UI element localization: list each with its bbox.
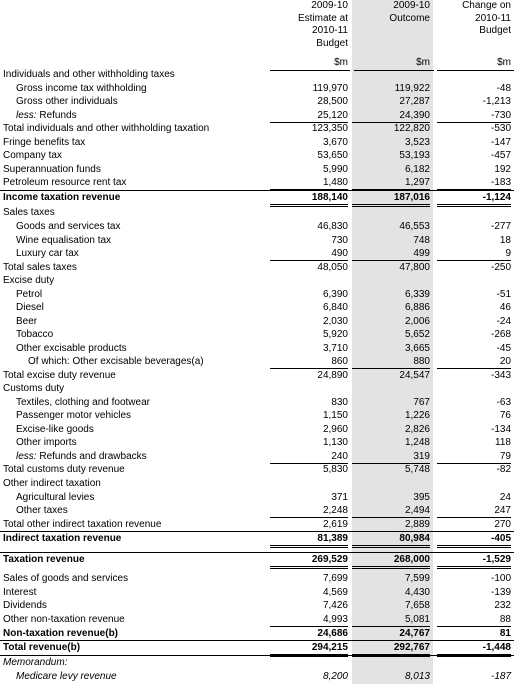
value-outcome: 6,339	[404, 288, 430, 300]
table-row	[0, 599, 514, 612]
value-change: 18	[499, 234, 511, 246]
header-outcome-line1: 2009-10	[393, 0, 430, 11]
row-label: Other non-taxation revenue	[3, 613, 125, 625]
value-outcome: 5,652	[404, 329, 430, 340]
value-estimate: 2,960	[322, 423, 348, 435]
value-estimate: 294,215	[270, 641, 348, 657]
row-label: Non-taxation revenue(b)	[3, 628, 119, 639]
value-estimate: 1,130	[322, 437, 348, 448]
table-row	[0, 369, 514, 382]
table-row	[0, 436, 514, 449]
value-estimate: 24,686	[270, 627, 348, 641]
row-label: Other excisable products	[16, 342, 127, 354]
row-label: Other imports	[16, 437, 77, 448]
value-outcome: 3,665	[404, 342, 430, 354]
row-label-text: Refunds and drawbacks	[36, 450, 147, 462]
value-estimate: 6,840	[322, 302, 348, 313]
row-label: Tobacco	[16, 329, 54, 340]
value-change: -405	[437, 532, 511, 548]
table-row	[0, 613, 514, 626]
table-row	[0, 477, 514, 490]
row-label: Sales of goods and services	[3, 573, 129, 584]
value-change: -51	[496, 288, 511, 300]
total-rule	[0, 552, 514, 553]
value-change: 79	[437, 450, 511, 464]
value-change: -147	[490, 136, 511, 148]
total-rule	[0, 190, 514, 191]
table-row	[0, 572, 514, 585]
row-label: Agricultural levies	[16, 491, 95, 503]
value-outcome: 7,658	[404, 600, 430, 611]
row-label: Diesel	[16, 302, 44, 313]
row-label: Fringe benefits tax	[3, 136, 86, 148]
row-label: Memorandum:	[3, 657, 68, 668]
table-row	[0, 450, 514, 463]
value-change: -82	[496, 464, 511, 475]
value-outcome: 2,006	[404, 315, 430, 327]
table-row	[0, 261, 514, 274]
row-label: Medicare levy revenue	[16, 671, 117, 682]
value-change: 76	[499, 410, 511, 421]
row-label: Passenger motor vehicles	[16, 410, 132, 421]
value-estimate: 860	[270, 355, 348, 369]
value-outcome: 187,016	[352, 191, 430, 207]
value-change: 81	[437, 627, 511, 641]
table-row	[0, 656, 514, 669]
value-estimate: 2,248	[270, 504, 348, 518]
table-row	[0, 136, 514, 149]
value-change: -1,448	[437, 641, 511, 657]
table-row	[0, 95, 514, 108]
row-label: Goods and services tax	[16, 221, 121, 232]
row-label-text: Refunds	[36, 109, 77, 121]
value-change: -63	[496, 396, 511, 408]
value-estimate: 5,830	[322, 464, 348, 475]
value-estimate: 28,500	[317, 96, 348, 107]
table-row	[0, 355, 514, 368]
value-estimate: 3,670	[322, 136, 348, 148]
row-label: Total other indirect taxation revenue	[3, 518, 162, 530]
table-row	[0, 670, 514, 683]
row-label: Of which: Other excisable beverages(a)	[28, 356, 204, 367]
value-outcome: 395	[413, 491, 430, 503]
value-change: 270	[494, 518, 511, 530]
value-outcome: 1,297	[352, 176, 430, 190]
value-estimate: 830	[331, 396, 348, 408]
row-label-prefix: less:	[16, 109, 37, 121]
row-label: Sales taxes	[3, 207, 55, 218]
value-estimate: 81,389	[270, 532, 348, 548]
table-row	[0, 504, 514, 517]
row-label: Total individuals and other withholding taxation	[3, 123, 210, 134]
value-estimate: 7,426	[322, 600, 348, 611]
value-change: -134	[490, 423, 511, 435]
table-row	[0, 641, 514, 654]
value-change: 20	[437, 355, 511, 369]
value-estimate: 269,529	[270, 553, 348, 569]
table-row	[0, 288, 514, 301]
value-outcome: 7,599	[404, 573, 430, 584]
value-outcome: 24,767	[352, 627, 430, 641]
table-row	[0, 149, 514, 162]
row-label: Textiles, clothing and footwear	[16, 396, 150, 408]
row-label: Other indirect taxation	[3, 478, 101, 489]
value-estimate: 3,710	[322, 342, 348, 354]
value-outcome: 24,390	[352, 109, 430, 123]
row-label: Dividends	[3, 600, 47, 611]
row-label: Income taxation revenue	[3, 192, 121, 203]
value-estimate: 25,120	[270, 109, 348, 123]
total-rule	[0, 531, 514, 532]
value-change: -730	[437, 109, 511, 123]
value-estimate: 24,890	[317, 369, 348, 381]
unit-change: $m	[497, 57, 511, 68]
table-row	[0, 491, 514, 504]
value-estimate: 2,030	[322, 315, 348, 327]
header-change-line1: Change on	[462, 0, 511, 11]
value-estimate: 8,200	[322, 671, 348, 682]
value-estimate: 4,569	[322, 586, 348, 598]
value-estimate: 5,920	[322, 329, 348, 340]
value-outcome: 292,767	[352, 641, 430, 657]
value-change: -100	[490, 573, 511, 584]
value-estimate: 6,390	[322, 288, 348, 300]
table-row	[0, 315, 514, 328]
value-change: -343	[490, 369, 511, 381]
value-estimate: 240	[270, 450, 348, 464]
unit-estimate: $m	[334, 57, 348, 68]
value-outcome: 24,547	[399, 369, 430, 381]
row-label: Superannuation funds	[3, 163, 101, 175]
row-label: Indirect taxation revenue	[3, 533, 122, 544]
value-change: -277	[490, 221, 511, 232]
value-change: 192	[494, 163, 511, 175]
value-outcome: 3,523	[404, 136, 430, 148]
memorandum-rule	[0, 655, 514, 656]
row-label: Excise-like goods	[16, 423, 94, 435]
value-outcome: 4,430	[404, 586, 430, 598]
header-estimate-line4: Budget	[316, 37, 348, 49]
row-label-prefix: less:	[16, 450, 37, 462]
row-label: Luxury car tax	[16, 248, 79, 259]
row-label: Company tax	[3, 150, 62, 161]
header-estimate-line1: 2009-10	[311, 0, 348, 11]
value-outcome: 880	[352, 355, 430, 369]
table-row	[0, 382, 514, 395]
row-label: Customs duty	[3, 383, 65, 394]
table-row	[0, 274, 514, 287]
total-rule	[0, 640, 514, 641]
table-row	[0, 163, 514, 176]
table-row	[0, 328, 514, 341]
value-change: 118	[495, 437, 511, 448]
row-label: Petrol	[16, 288, 43, 300]
value-change: -250	[490, 261, 511, 273]
value-change: -48	[496, 82, 511, 94]
table-row	[0, 627, 514, 640]
unit-outcome: $m	[416, 57, 430, 68]
value-change: 24	[499, 491, 511, 503]
table-row	[0, 206, 514, 219]
value-outcome: 122,820	[393, 123, 430, 134]
row-label: Total excise duty revenue	[3, 369, 116, 381]
row-label: Total sales taxes	[3, 261, 77, 273]
value-outcome: 8,013	[404, 671, 430, 682]
row-label: Excise duty	[3, 275, 55, 286]
value-outcome: 47,800	[399, 261, 430, 273]
table-row	[0, 176, 514, 189]
value-estimate: 188,140	[270, 191, 348, 207]
header-outcome-line2: Outcome	[389, 12, 430, 24]
header-change-line2: 2010-11	[475, 12, 511, 24]
value-change: 88	[437, 613, 511, 627]
value-estimate: 490	[270, 247, 348, 261]
value-change: 46	[499, 302, 511, 313]
value-outcome: 268,000	[352, 553, 430, 569]
value-estimate: 1,150	[322, 410, 348, 421]
value-estimate: 5,990	[322, 163, 348, 175]
value-change: -183	[437, 176, 511, 190]
row-label: Interest	[3, 586, 37, 598]
value-outcome: 119,922	[394, 82, 430, 94]
value-change: -24	[496, 315, 511, 327]
value-outcome: 5,081	[352, 613, 430, 627]
table-row	[0, 423, 514, 436]
value-change: -45	[496, 342, 511, 354]
header-change-line3: Budget	[479, 25, 511, 36]
table-row	[0, 342, 514, 355]
table-row	[0, 409, 514, 422]
table-row	[0, 532, 514, 545]
row-label: Total revenue(b)	[3, 642, 81, 653]
value-change: -187	[490, 671, 511, 682]
table-row	[0, 191, 514, 204]
value-outcome: 748	[413, 234, 430, 246]
value-change: 232	[494, 600, 511, 611]
value-outcome: 80,984	[352, 532, 430, 548]
value-outcome: 5,748	[404, 464, 430, 475]
value-change: -1,529	[437, 553, 511, 569]
table-row	[0, 301, 514, 314]
value-change: -1,124	[437, 191, 511, 207]
value-estimate: 46,830	[317, 221, 348, 232]
row-label: Petroleum resource rent tax	[3, 177, 127, 188]
value-outcome: 319	[352, 450, 430, 464]
value-outcome: 46,553	[399, 221, 430, 232]
table-row	[0, 518, 514, 531]
value-outcome: 2,826	[404, 423, 430, 435]
value-outcome: 2,889	[404, 518, 430, 530]
table-row	[0, 109, 514, 122]
value-outcome: 499	[352, 247, 430, 261]
table-row	[0, 553, 514, 566]
row-label: Gross income tax withholding	[16, 82, 147, 94]
table-row	[0, 234, 514, 247]
value-estimate: 371	[331, 491, 348, 503]
value-estimate: 730	[331, 234, 348, 246]
row-label: Taxation revenue	[3, 554, 85, 565]
value-change: -1,213	[482, 96, 511, 107]
value-change: -457	[490, 150, 511, 161]
value-change: 247	[437, 504, 511, 518]
value-estimate: 53,650	[317, 150, 348, 161]
row-label	[16, 450, 147, 463]
value-estimate: 119,970	[312, 82, 348, 94]
table-row	[0, 122, 514, 135]
header-estimate-line2: Estimate at	[297, 12, 348, 24]
value-change: -268	[490, 329, 511, 340]
value-outcome: 6,886	[404, 302, 430, 313]
value-estimate: 1,480	[270, 176, 348, 190]
row-label	[16, 109, 77, 122]
table-row	[0, 396, 514, 409]
row-label: Gross other individuals	[16, 96, 118, 107]
table-row	[0, 82, 514, 95]
value-change: -139	[490, 586, 511, 598]
table-row	[0, 220, 514, 233]
row-label: Total customs duty revenue	[3, 464, 125, 475]
table-row	[0, 586, 514, 599]
value-outcome: 1,248	[404, 437, 430, 448]
row-label: Other taxes	[16, 505, 68, 516]
value-outcome: 53,193	[399, 150, 430, 161]
value-estimate: 7,699	[322, 573, 348, 584]
value-change: -530	[490, 123, 511, 134]
header-estimate-line3: 2010-11	[312, 25, 348, 36]
row-label: Beer	[16, 315, 38, 327]
value-estimate: 4,993	[270, 613, 348, 627]
table-row	[0, 463, 514, 476]
value-estimate: 2,619	[322, 518, 348, 530]
row-label: Wine equalisation tax	[16, 234, 112, 246]
row-label: Individuals and other withholding taxes	[3, 69, 175, 80]
value-outcome: 27,287	[399, 96, 430, 107]
value-estimate: 48,050	[317, 261, 348, 273]
value-outcome: 6,182	[404, 163, 430, 175]
value-outcome: 2,494	[352, 504, 430, 518]
value-outcome: 1,226	[404, 410, 430, 421]
table-row	[0, 68, 514, 81]
value-estimate: 123,350	[311, 123, 348, 134]
value-outcome: 767	[413, 396, 430, 408]
value-change: 9	[437, 247, 511, 261]
table-row	[0, 247, 514, 260]
